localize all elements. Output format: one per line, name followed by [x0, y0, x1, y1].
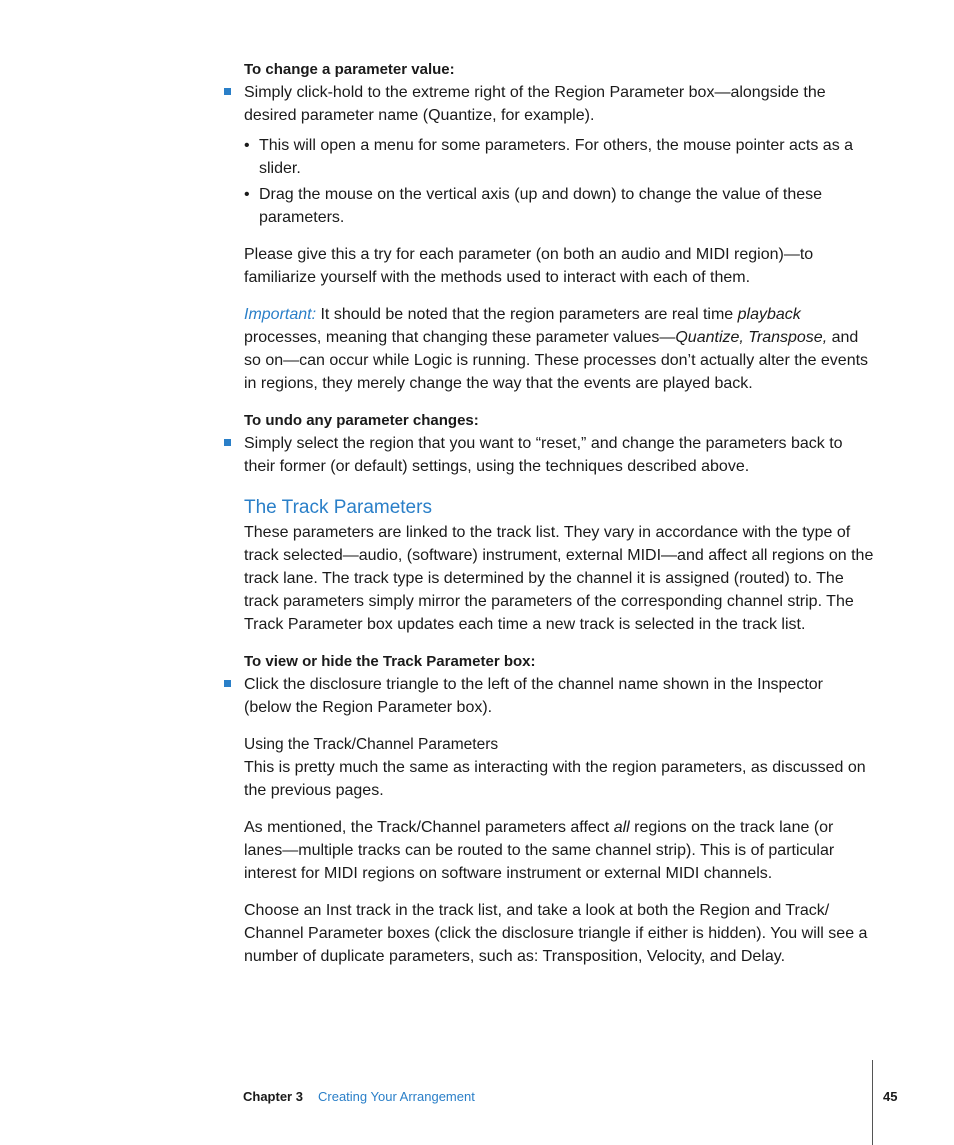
dot-bullet-icon: • — [244, 186, 250, 203]
note-emphasis: playback — [737, 306, 801, 323]
section-heading: The Track Parameters — [244, 497, 432, 518]
square-bullet-icon — [224, 680, 231, 687]
page-number: 45 — [883, 1089, 898, 1104]
bullet-text: Simply select the region that you want to “reset,” and change the parameters back to their former (or default) settings, using the techniques described above. — [244, 435, 843, 475]
subheading: Using the Track/Channel Parameters — [244, 736, 499, 753]
task-heading-change-parameter: To change a parameter value: — [244, 61, 455, 78]
paragraph — [244, 816, 874, 885]
para-emphasis: all — [613, 819, 630, 836]
section-intro: These parameters are linked to the track list. They vary in accordance with the type of track selected—audio, (software) instrument, external MIDI—and affect all regions on the track lane. The track type is determined by the channel it is assigned (routed) to. The track parameters simply mirror the parameters of the corresponding channel strip. The Track Parameter box updates each time a new track is selected in the track list. — [244, 524, 874, 633]
important-label: Important: — [244, 306, 317, 323]
bullet-text: Click the disclosure triangle to the left of the channel name shown in the Inspector (below the Region Parameter box). — [244, 676, 823, 716]
task-heading-undo: To undo any parameter changes: — [244, 412, 479, 429]
dot-bullet-text: This will open a menu for some parameters. For others, the mouse pointer acts as a slider. — [259, 137, 854, 177]
paragraph: Please give this a try for each parameter (on both an audio and MIDI region)—to familiarize yourself with the methods used to interact with each of them. — [244, 246, 814, 286]
para-text: regions on the track lane (or lanes—multiple tracks can be routed to the same channel strip). This is of particular interest for MIDI regions on software instrument or external MIDI channels. — [244, 819, 835, 882]
note-text: and so on—can occur while Logic is running. These processes don’t actually alter the events in regions, they merely change the way that the events are played back. — [244, 329, 869, 392]
task-heading-view-hide: To view or hide the Track Parameter box: — [244, 653, 536, 670]
bullet-text: Simply click-hold to the extreme right of the Region Parameter box—alongside the desired parameter name (Quantize, for example). — [244, 84, 826, 124]
paragraph: Choose an Inst track in the track list, and take a look at both the Region and Track/ Channel Parameter boxes (click the disclosure triangle if either is hidden). You will see a number of duplicate parameters, such as: Transposition, Velocity, and Delay. — [244, 902, 868, 965]
important-note — [244, 303, 874, 395]
note-text: It should be noted that the region parameters are real time — [316, 306, 738, 323]
square-bullet-icon — [224, 88, 231, 95]
square-bullet-icon — [224, 439, 231, 446]
dot-bullet-icon: • — [244, 137, 250, 154]
para-text: As mentioned, the Track/Channel parameters affect — [244, 819, 614, 836]
footer-chapter: Chapter 3 — [243, 1089, 303, 1104]
note-emphasis: Quantize, Transpose, — [675, 329, 828, 346]
dot-bullet-text: Drag the mouse on the vertical axis (up and down) to change the value of these parameters. — [259, 186, 823, 226]
footer-divider — [872, 1060, 873, 1145]
paragraph: This is pretty much the same as interacting with the region parameters, as discussed on the previous pages. — [244, 759, 866, 799]
footer-chapter-title: Creating Your Arrangement — [318, 1089, 475, 1104]
note-text: processes, meaning that changing these parameter values— — [244, 329, 676, 346]
